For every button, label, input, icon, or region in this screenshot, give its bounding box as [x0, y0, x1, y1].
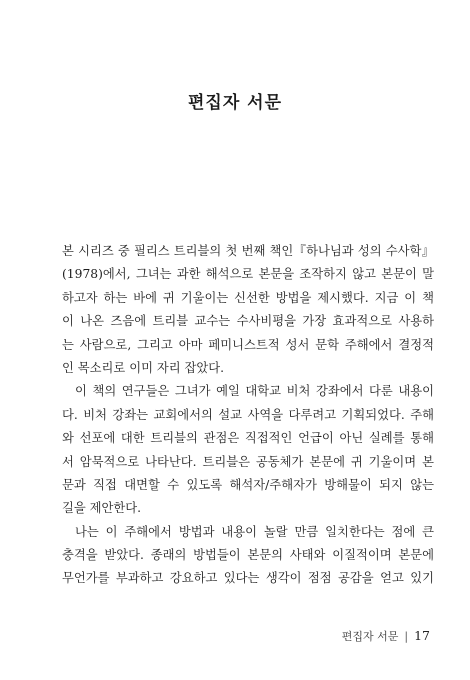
text-line: 길을 제안한다. [62, 501, 142, 516]
text-line: 서 암묵적으로 나타난다. 트리블은 공동체가 본문에 귀 기울이며 본 [62, 454, 434, 469]
text-line: 다. 비처 강좌는 교회에서의 설교 사역을 다루려고 기획되었다. 주해 [62, 407, 434, 422]
text-line: 무언가를 부과하고 강요하고 있다는 생각이 점점 공감을 얻고 있기 [62, 571, 434, 586]
text-line: 는 사람으로, 그리고 아마 페미니스트적 성서 문학 주해에서 결정적 [62, 337, 434, 352]
text-line: 나는 이 주해에서 방법과 내용이 놀랄 만큼 일치한다는 점에 큰 [75, 524, 434, 539]
text-line: 이 책의 연구들은 그녀가 예일 대학교 비처 강좌에서 다룬 내용이 [75, 384, 434, 399]
text-line: 와 선포에 대한 트리블의 관점은 직접적인 언급이 아닌 실례를 통해 [62, 431, 434, 446]
footer-section-title: 편집자 서문 [341, 630, 399, 643]
page-title: 편집자 서문 [187, 93, 283, 113]
text-line: 본 시리즈 중 필리스 트리블의 첫 번째 책인『하나님과 성의 수사학』 [62, 244, 434, 258]
text-line: 문과 직접 대면할 수 있도록 해석자/주해자가 방해물이 되지 않는 [62, 477, 434, 492]
running-footer [342, 628, 430, 644]
text-line: (1978)에서, 그녀는 과한 해석으로 본문을 조작하지 않고 본문이 말 [62, 267, 434, 282]
body-text [62, 240, 434, 591]
page-number: 17 [414, 628, 430, 643]
text-line: 충격을 받았다. 종래의 방법들이 본문의 사태와 이질적이며 본문에 [62, 548, 434, 563]
footer-separator: | [404, 630, 409, 643]
text-line: 이 나온 즈음에 트리블 교수는 수사비평을 가장 효과적으로 사용하 [62, 314, 434, 329]
text-line: 하고자 하는 바에 귀 기울이는 신선한 방법을 제시했다. 지금 이 책 [62, 290, 434, 305]
text-line: 인 목소리로 이미 자리 잡았다. [62, 360, 225, 375]
